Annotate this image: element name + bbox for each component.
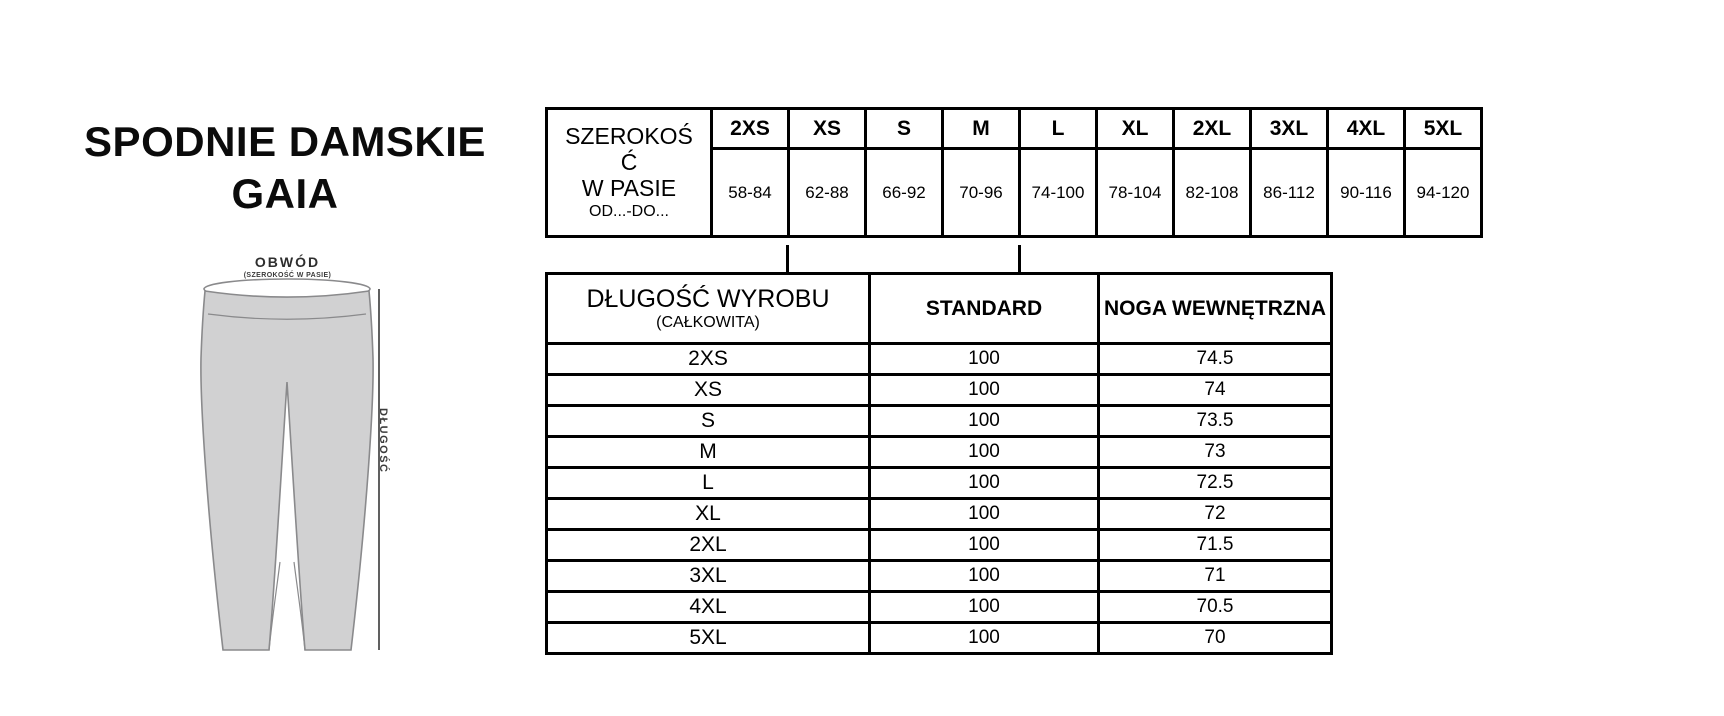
row-size-cell: L: [547, 468, 870, 499]
length-table-header-row: [547, 274, 1332, 344]
row-standard-cell: 100: [870, 468, 1099, 499]
waist-range-cell: 58-84: [712, 149, 789, 237]
row-size-cell: XL: [547, 499, 870, 530]
size-header-cell: L: [1020, 109, 1097, 149]
table-row: [547, 623, 1332, 654]
size-header-cell: 2XS: [712, 109, 789, 149]
row-standard-cell: 100: [870, 344, 1099, 375]
waist-label-line: Ć: [620, 148, 638, 175]
waist-range-cell: 90-116: [1328, 149, 1405, 237]
row-inner-leg-cell: 74.5: [1099, 344, 1332, 375]
row-size-cell: 2XS: [547, 344, 870, 375]
waist-range-cell: 86-112: [1251, 149, 1328, 237]
row-standard-cell: 100: [870, 530, 1099, 561]
row-inner-leg-cell: 71: [1099, 561, 1332, 592]
waist-table-label-cell: [547, 109, 712, 237]
row-size-cell: 3XL: [547, 561, 870, 592]
row-size-cell: 5XL: [547, 623, 870, 654]
size-header-cell: 4XL: [1328, 109, 1405, 149]
title-line2: GAIA: [231, 170, 339, 217]
page-title: [55, 116, 515, 220]
waist-range-cell: 66-92: [866, 149, 943, 237]
size-header-cell: 2XL: [1174, 109, 1251, 149]
row-standard-cell: 100: [870, 375, 1099, 406]
table-row: [547, 406, 1332, 437]
table-row: [547, 530, 1332, 561]
table-row: [547, 592, 1332, 623]
row-inner-leg-cell: 72.5: [1099, 468, 1332, 499]
table-row: [547, 561, 1332, 592]
size-header-cell: S: [866, 109, 943, 149]
waist-table-size-row: [547, 109, 1482, 149]
size-header-cell: M: [943, 109, 1020, 149]
waist-label-line: SZEROKOŚ: [565, 122, 693, 149]
waist-range-cell: 70-96: [943, 149, 1020, 237]
waist-label-line: W PASIE: [581, 174, 677, 201]
table-row: [547, 468, 1332, 499]
table-connector-line-left: [786, 245, 789, 275]
title-line1: SPODNIE DAMSKIE: [84, 118, 486, 165]
length-measure-label: DŁUGOŚĆ: [377, 408, 389, 474]
row-standard-cell: 100: [870, 437, 1099, 468]
pants-illustration: [183, 250, 398, 660]
row-inner-leg-cell: 72: [1099, 499, 1332, 530]
waist-range-cell: 62-88: [789, 149, 866, 237]
row-standard-cell: 100: [870, 592, 1099, 623]
row-size-cell: 2XL: [547, 530, 870, 561]
waist-size-table: [545, 107, 1483, 238]
row-inner-leg-cell: 73: [1099, 437, 1332, 468]
waist-measure-label: OBWÓD: [254, 254, 321, 270]
length-table: [545, 272, 1333, 655]
row-size-cell: M: [547, 437, 870, 468]
row-inner-leg-cell: 70: [1099, 623, 1332, 654]
row-inner-leg-cell: 70.5: [1099, 592, 1332, 623]
waist-range-cell: 94-120: [1405, 149, 1482, 237]
row-inner-leg-cell: 74: [1099, 375, 1332, 406]
waist-range-cell: 82-108: [1174, 149, 1251, 237]
table-row: [547, 499, 1332, 530]
waist-range-cell: 74-100: [1020, 149, 1097, 237]
row-standard-cell: 100: [870, 623, 1099, 654]
size-header-cell: 3XL: [1251, 109, 1328, 149]
row-standard-cell: 100: [870, 406, 1099, 437]
row-inner-leg-cell: 71.5: [1099, 530, 1332, 561]
length-header-cell: [547, 274, 870, 344]
row-standard-cell: 100: [870, 561, 1099, 592]
waist-label-line: OD...-DO...: [589, 202, 669, 220]
size-header-cell: XL: [1097, 109, 1174, 149]
length-header-main: DŁUGOŚĆ WYROBU: [586, 285, 830, 313]
table-row: [547, 375, 1332, 406]
size-header-cell: XS: [789, 109, 866, 149]
standard-header-cell: STANDARD: [870, 274, 1099, 344]
table-row: [547, 344, 1332, 375]
row-size-cell: S: [547, 406, 870, 437]
table-row: [547, 437, 1332, 468]
row-size-cell: XS: [547, 375, 870, 406]
size-header-cell: 5XL: [1405, 109, 1482, 149]
waist-measure-sublabel: (SZEROKOŚĆ W PASIE): [243, 272, 332, 279]
row-size-cell: 4XL: [547, 592, 870, 623]
inner-leg-header-cell: NOGA WEWNĘTRZNA: [1099, 274, 1332, 344]
pants-body: [201, 291, 373, 650]
table-connector-line-right: [1018, 245, 1021, 275]
length-header-sub: (CAŁKOWITA): [656, 314, 760, 331]
waist-range-cell: 78-104: [1097, 149, 1174, 237]
row-standard-cell: 100: [870, 499, 1099, 530]
row-inner-leg-cell: 73.5: [1099, 406, 1332, 437]
